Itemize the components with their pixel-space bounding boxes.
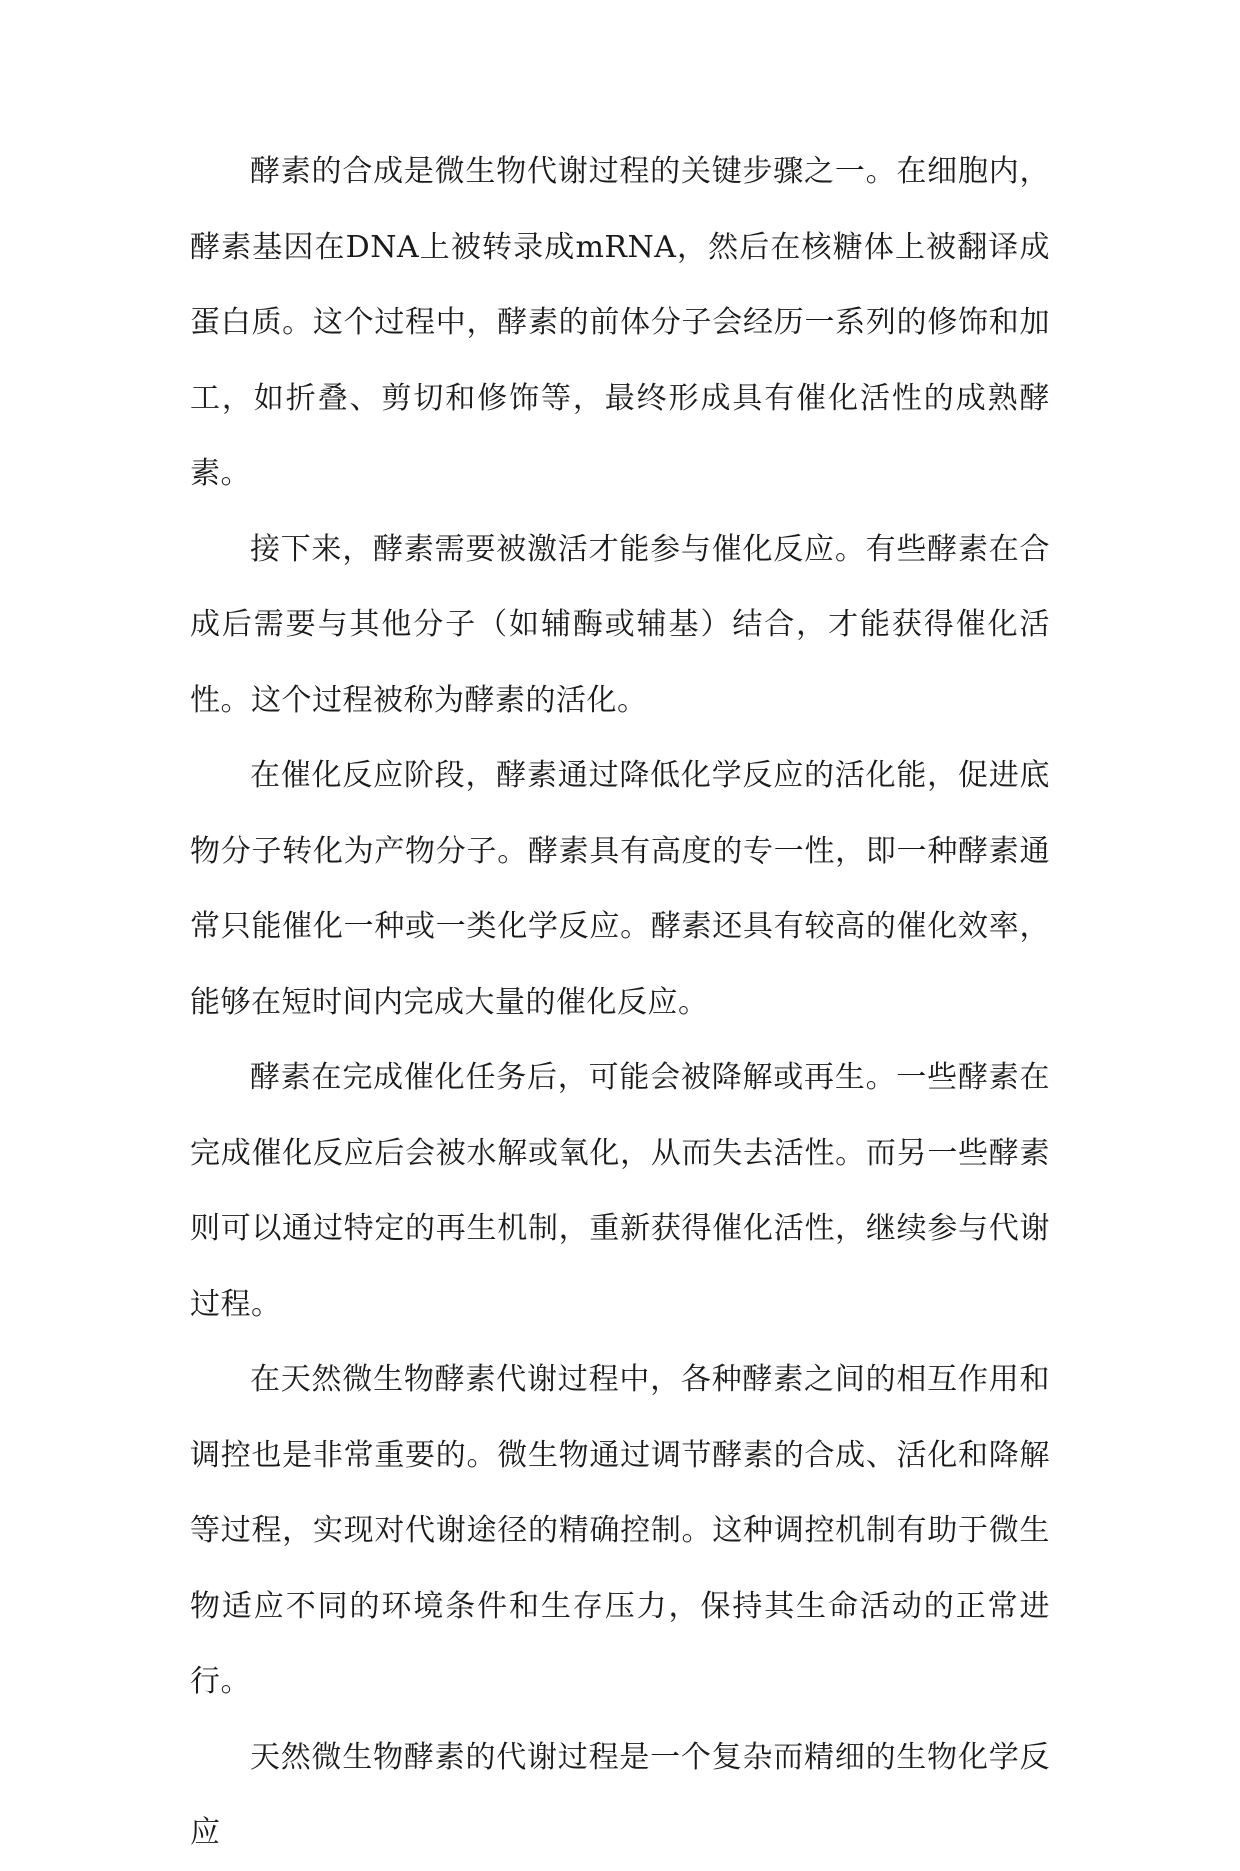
document-body xyxy=(190,134,1050,1871)
paragraph-enzyme-activation: 接下来，酵素需要被激活才能参与催化反应。有些酵素在合成后需要与其他分子（如辅酶或辅基）结合，才能获得催化活性。这个过程被称为酵素的活化。 xyxy=(190,531,1050,718)
paragraph-enzyme-synthesis: 酵素的合成是微生物代谢过程的关键步骤之一。在细胞内，酵素基因在DNA上被转录成mRNA，然后在核糖体上被翻译成蛋白质。这个过程中，酵素的前体分子会经历一系列的修饰和加工，如折叠、剪切和修饰等，最终形成具有催化活性的成熟酵素。 xyxy=(190,154,1050,491)
paragraph-regulation: 在天然微生物酵素代谢过程中，各种酵素之间的相互作用和调控也是非常重要的。微生物通过调节酵素的合成、活化和降解等过程，实现对代谢途径的精确控制。这种调控机制有助于微生物适应不同的环境条件和生存压力，保持其生命活动的正常进行。 xyxy=(190,1362,1050,1699)
paragraph-summary: 天然微生物酵素的代谢过程是一个复杂而精细的生物化学反应 xyxy=(190,1739,1050,1850)
paragraph-catalytic-reaction: 在催化反应阶段，酵素通过降低化学反应的活化能，促进底物分子转化为产物分子。酵素具有高度的专一性，即一种酵素通常只能催化一种或一类化学反应。酵素还具有较高的催化效率，能够在短时间内完成大量的催化反应。 xyxy=(190,758,1050,1020)
paragraph-degradation-regeneration: 酵素在完成催化任务后，可能会被降解或再生。一些酵素在完成催化反应后会被水解或氧化，从而失去活性。而另一些酵素则可以通过特定的再生机制，重新获得催化活性，继续参与代谢过程。 xyxy=(190,1060,1050,1322)
